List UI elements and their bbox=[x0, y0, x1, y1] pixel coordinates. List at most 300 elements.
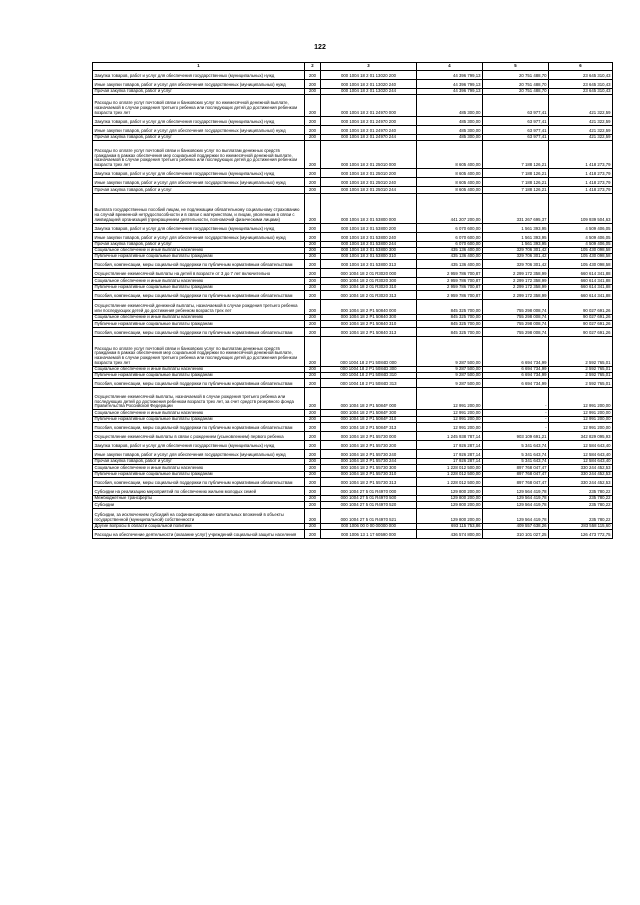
row-approved-cell: 8 605 400,00 bbox=[417, 169, 483, 178]
row-code-cell: 200 bbox=[305, 223, 321, 232]
row-code-cell: 200 bbox=[305, 508, 321, 523]
row-unexecuted-cell: 330 244 452,53 bbox=[549, 477, 613, 486]
row-name-cell: Социальное обеспечение и иные выплаты населению bbox=[93, 315, 305, 321]
row-code-cell: 200 bbox=[305, 321, 321, 327]
row-unexecuted-cell: 421 322,59 bbox=[549, 125, 613, 134]
row-executed-cell: 6 694 734,99 bbox=[483, 379, 549, 388]
row-unexecuted-cell: 12 991 200,00 bbox=[549, 388, 613, 410]
row-unexecuted-cell: 4 509 406,05 bbox=[549, 223, 613, 232]
row-approved-cell: 9 287 500,00 bbox=[417, 336, 483, 366]
row-executed-cell: 755 298 008,74 bbox=[483, 315, 549, 321]
row-approved-cell: 1 228 012 500,00 bbox=[417, 465, 483, 471]
table-row bbox=[93, 508, 613, 523]
table-row bbox=[93, 187, 613, 193]
row-classification-cell: 000 1004 18 2 P1 55730 244 bbox=[321, 458, 417, 464]
row-approved-cell: 693 115 753,86 bbox=[417, 523, 483, 529]
row-code-cell: 200 bbox=[305, 134, 321, 140]
row-unexecuted-cell: 126 473 772,75 bbox=[549, 529, 613, 538]
table-row bbox=[93, 523, 613, 529]
row-unexecuted-cell: 105 430 098,58 bbox=[549, 247, 613, 253]
row-approved-cell: 441 207 200,00 bbox=[417, 193, 483, 223]
row-name-cell: Прочая закупка товаров, работ и услуг bbox=[93, 187, 305, 193]
row-unexecuted-cell: 1 418 273,79 bbox=[549, 169, 613, 178]
row-name-cell: Расходы по оплате услуг почтовой связи и банковских услуг по выплатам денежных средств гражданам в рамках обеспечения мер социальной поддержки по ежемесячной денежной выплате, назначаемой в случае рождения третьего ребенка или последующих детей до достижения ребенком возраста трех лет bbox=[93, 141, 305, 169]
row-unexecuted-cell: 660 614 341,88 bbox=[549, 269, 613, 278]
row-executed-cell: 129 564 419,78 bbox=[483, 508, 549, 523]
row-classification-cell: 000 1004 18 2 01 53800 313 bbox=[321, 260, 417, 269]
row-unexecuted-cell: 660 614 341,88 bbox=[549, 278, 613, 284]
row-approved-cell: 845 325 700,00 bbox=[417, 300, 483, 315]
row-name-cell: Социальное обеспечение и иные выплаты населению bbox=[93, 278, 305, 284]
row-code-cell: 200 bbox=[305, 373, 321, 379]
row-classification-cell: 000 1004 18 2 P1 50840 300 bbox=[321, 315, 417, 321]
row-unexecuted-cell: 90 027 691,26 bbox=[549, 300, 613, 315]
row-classification-cell: 000 1004 18 2 01 13020 240 bbox=[321, 79, 417, 88]
row-classification-cell: 000 1004 18 2 01 R3020 000 bbox=[321, 269, 417, 278]
table-row bbox=[93, 70, 613, 79]
row-executed-cell: 5 341 643,74 bbox=[483, 458, 549, 464]
row-unexecuted-cell: 90 027 691,26 bbox=[549, 321, 613, 327]
row-executed-cell: 1 561 393,95 bbox=[483, 241, 549, 247]
row-classification-cell: 000 1004 18 2 01 53800 000 bbox=[321, 193, 417, 223]
row-classification-cell: 000 1004 18 2 P1 50840 313 bbox=[321, 327, 417, 336]
row-approved-cell: 12 991 200,00 bbox=[417, 388, 483, 410]
row-executed-cell: 7 188 126,21 bbox=[483, 187, 549, 193]
row-name-cell: Прочая закупка товаров, работ и услуг bbox=[93, 458, 305, 464]
table-row bbox=[93, 315, 613, 321]
row-approved-cell: 12 991 200,00 bbox=[417, 422, 483, 431]
table-row bbox=[93, 232, 613, 241]
row-name-cell: Прочая закупка товаров, работ и услуг bbox=[93, 88, 305, 94]
row-unexecuted-cell: 90 027 691,26 bbox=[549, 327, 613, 336]
column-header: 5 bbox=[483, 63, 549, 71]
table-row bbox=[93, 278, 613, 284]
row-approved-cell: 435 136 400,00 bbox=[417, 260, 483, 269]
row-name-cell: Прочая закупка товаров, работ и услуг bbox=[93, 134, 305, 140]
row-code-cell: 200 bbox=[305, 465, 321, 471]
row-executed-cell: 755 298 008,74 bbox=[483, 327, 549, 336]
row-executed-cell: 7 188 126,21 bbox=[483, 178, 549, 187]
table-row bbox=[93, 422, 613, 431]
row-executed-cell: 2 299 172 358,99 bbox=[483, 278, 549, 284]
row-code-cell: 200 bbox=[305, 300, 321, 315]
row-approved-cell: 6 070 600,00 bbox=[417, 232, 483, 241]
row-approved-cell: 845 325 700,00 bbox=[417, 321, 483, 327]
row-name-cell: Публичные нормативные социальные выплаты гражданам bbox=[93, 321, 305, 327]
row-code-cell: 200 bbox=[305, 366, 321, 372]
row-code-cell: 200 bbox=[305, 284, 321, 290]
row-classification-cell: 000 1004 27 5 01 R4970 520 bbox=[321, 502, 417, 508]
row-executed-cell: 903 109 691,21 bbox=[483, 431, 549, 440]
row-classification-cell: 000 1004 18 2 P1 5084D 310 bbox=[321, 373, 417, 379]
row-unexecuted-cell: 1 418 273,79 bbox=[549, 187, 613, 193]
row-name-cell: Другие вопросы в области социальной политики bbox=[93, 523, 305, 529]
row-executed-cell: - bbox=[483, 410, 549, 416]
table-row bbox=[93, 440, 613, 449]
row-code-cell: 200 bbox=[305, 529, 321, 538]
row-code-cell: 200 bbox=[305, 247, 321, 253]
row-name-cell: Пособия, компенсации, меры социальной поддержки по публичным нормативным обязательствам bbox=[93, 327, 305, 336]
row-name-cell: Пособия, компенсации, меры социальной поддержки по публичным нормативным обязательствам bbox=[93, 422, 305, 431]
row-approved-cell: 845 325 700,00 bbox=[417, 315, 483, 321]
row-executed-cell: 129 564 419,78 bbox=[483, 502, 549, 508]
table-row bbox=[93, 300, 613, 315]
row-name-cell: Публичные нормативные социальные выплаты гражданам bbox=[93, 373, 305, 379]
row-code-cell: 200 bbox=[305, 379, 321, 388]
row-code-cell: 200 bbox=[305, 449, 321, 458]
row-classification-cell: 000 1004 18 2 01 R3020 313 bbox=[321, 291, 417, 300]
table-row bbox=[93, 379, 613, 388]
row-executed-cell: 20 751 488,70 bbox=[483, 88, 549, 94]
row-executed-cell: 6 694 734,99 bbox=[483, 373, 549, 379]
row-name-cell: Выплата государственных пособий лицам, не подлежащим обязательному социальному страхованию на случай временной нетрудоспособности и в связи с материнством, и лицам, уволенным в связи с ликвидацией организаций (прекращением деятельности, полномочий физическими лицами) bbox=[93, 193, 305, 223]
row-approved-cell: 9 287 500,00 bbox=[417, 366, 483, 372]
row-unexecuted-cell: 12 991 200,00 bbox=[549, 422, 613, 431]
row-name-cell: Публичные нормативные социальные выплаты гражданам bbox=[93, 416, 305, 422]
row-executed-cell: 20 751 488,70 bbox=[483, 79, 549, 88]
column-header: 1 bbox=[93, 63, 305, 71]
row-classification-cell: 000 1004 18 2 P1 55730 240 bbox=[321, 449, 417, 458]
row-executed-cell: 63 977,41 bbox=[483, 134, 549, 140]
row-approved-cell: 8 605 400,00 bbox=[417, 141, 483, 169]
row-approved-cell: 17 926 287,14 bbox=[417, 440, 483, 449]
row-name-cell: Субсидии на реализацию мероприятий по обеспечению жильем молодых семей bbox=[93, 486, 305, 495]
row-classification-cell: 000 1004 18 2 P1 5084F 000 bbox=[321, 388, 417, 410]
row-unexecuted-cell: 235 780,22 bbox=[549, 508, 613, 523]
row-unexecuted-cell: 2 592 765,01 bbox=[549, 336, 613, 366]
table-row bbox=[93, 373, 613, 379]
row-unexecuted-cell: 105 430 098,58 bbox=[549, 254, 613, 260]
table-row bbox=[93, 471, 613, 477]
row-code-cell: 200 bbox=[305, 315, 321, 321]
row-unexecuted-cell: 12 991 200,00 bbox=[549, 410, 613, 416]
row-code-cell: 200 bbox=[305, 523, 321, 529]
row-executed-cell: 897 768 047,47 bbox=[483, 465, 549, 471]
row-name-cell: Публичные нормативные социальные выплаты гражданам bbox=[93, 471, 305, 477]
row-approved-cell: 9 287 500,00 bbox=[417, 379, 483, 388]
row-classification-cell: 000 1004 18 2 P1 55730 200 bbox=[321, 440, 417, 449]
row-approved-cell: 8 605 400,00 bbox=[417, 187, 483, 193]
row-unexecuted-cell: 4 509 406,05 bbox=[549, 241, 613, 247]
table-row bbox=[93, 88, 613, 94]
row-executed-cell: - bbox=[483, 388, 549, 410]
table-row bbox=[93, 291, 613, 300]
row-unexecuted-cell: 421 322,59 bbox=[549, 134, 613, 140]
row-name-cell: Закупка товаров, работ и услуг для обеспечения государственных (муниципальных) нужд bbox=[93, 169, 305, 178]
table-row bbox=[93, 260, 613, 269]
row-executed-cell: 329 706 301,42 bbox=[483, 247, 549, 253]
row-classification-cell: 000 1004 18 2 P1 5084D 000 bbox=[321, 336, 417, 366]
row-executed-cell: 1 561 393,95 bbox=[483, 223, 549, 232]
row-executed-cell: 897 768 047,47 bbox=[483, 477, 549, 486]
row-approved-cell: 485 300,00 bbox=[417, 94, 483, 116]
row-classification-cell: 000 1004 18 2 01 25010 000 bbox=[321, 141, 417, 169]
row-classification-cell: 000 1004 18 2 P1 55730 313 bbox=[321, 477, 417, 486]
column-header: 4 bbox=[417, 63, 483, 71]
row-name-cell: Публичные нормативные социальные выплаты гражданам bbox=[93, 254, 305, 260]
row-classification-cell: 000 1004 18 2 01 24970 000 bbox=[321, 94, 417, 116]
row-approved-cell: 845 325 700,00 bbox=[417, 327, 483, 336]
row-approved-cell: 2 959 786 700,87 bbox=[417, 269, 483, 278]
table-row bbox=[93, 94, 613, 116]
row-unexecuted-cell: 342 829 095,93 bbox=[549, 431, 613, 440]
table-row bbox=[93, 465, 613, 471]
row-code-cell: 200 bbox=[305, 178, 321, 187]
row-executed-cell: 329 706 301,42 bbox=[483, 254, 549, 260]
table-row bbox=[93, 431, 613, 440]
table-row bbox=[93, 336, 613, 366]
row-name-cell: Иные закупки товаров, работ и услуг для обеспечения государственных (муниципальных) нужд bbox=[93, 125, 305, 134]
row-executed-cell: 329 706 301,42 bbox=[483, 260, 549, 269]
row-classification-cell: 000 1004 27 5 01 R4970 500 bbox=[321, 495, 417, 501]
row-approved-cell: 44 396 799,13 bbox=[417, 70, 483, 79]
row-executed-cell: - bbox=[483, 416, 549, 422]
row-executed-cell: 409 557 638,26 bbox=[483, 523, 549, 529]
row-code-cell: 200 bbox=[305, 94, 321, 116]
row-executed-cell: 20 751 488,70 bbox=[483, 70, 549, 79]
row-approved-cell: 485 300,00 bbox=[417, 116, 483, 125]
row-executed-cell: 1 561 393,95 bbox=[483, 232, 549, 241]
row-classification-cell: 000 1004 18 2 P1 5084D 313 bbox=[321, 379, 417, 388]
row-classification-cell: 000 1004 18 2 01 R3020 310 bbox=[321, 284, 417, 290]
row-name-cell: Социальное обеспечение и иные выплаты населению bbox=[93, 465, 305, 471]
row-executed-cell: 897 768 047,47 bbox=[483, 471, 549, 477]
row-classification-cell: 000 1004 18 2 P1 5084F 310 bbox=[321, 416, 417, 422]
row-code-cell: 200 bbox=[305, 278, 321, 284]
row-unexecuted-cell: 90 027 691,26 bbox=[549, 315, 613, 321]
row-name-cell: Субсидии bbox=[93, 502, 305, 508]
row-approved-cell: 6 070 600,00 bbox=[417, 241, 483, 247]
row-executed-cell: 129 564 419,78 bbox=[483, 495, 549, 501]
row-unexecuted-cell: 2 592 765,01 bbox=[549, 366, 613, 372]
row-code-cell: 200 bbox=[305, 458, 321, 464]
row-name-cell: Закупка товаров, работ и услуг для обеспечения государственных (муниципальных) нужд bbox=[93, 116, 305, 125]
row-name-cell: Расходы по оплате услуг почтовой связи и банковских услуг по ежемесячной денежной выплате, назначаемой в случае рождения третьего ребенка или последующих детей до достижения ребенком возраста трех лет bbox=[93, 94, 305, 116]
row-approved-cell: 485 300,00 bbox=[417, 134, 483, 140]
row-executed-cell: 2 299 172 358,99 bbox=[483, 269, 549, 278]
row-classification-cell: 000 1004 18 2 P1 50840 310 bbox=[321, 321, 417, 327]
row-code-cell: 200 bbox=[305, 486, 321, 495]
row-code-cell: 200 bbox=[305, 416, 321, 422]
table-row bbox=[93, 134, 613, 140]
row-code-cell: 200 bbox=[305, 336, 321, 366]
row-approved-cell: 1 228 012 500,00 bbox=[417, 477, 483, 486]
row-executed-cell: 331 267 695,37 bbox=[483, 193, 549, 223]
row-code-cell: 200 bbox=[305, 88, 321, 94]
table-row bbox=[93, 449, 613, 458]
row-executed-cell: 6 694 734,99 bbox=[483, 336, 549, 366]
row-classification-cell: 000 1004 18 2 01 13020 200 bbox=[321, 70, 417, 79]
row-approved-cell: 436 574 800,00 bbox=[417, 529, 483, 538]
row-name-cell: Закупка товаров, работ и услуг для обеспечения государственных (муниципальных) нужд bbox=[93, 70, 305, 79]
row-name-cell: Расходы по оплате услуг почтовой связи и банковских услуг по выплатам денежных средств гражданам в рамках обеспечения мер социальной поддержки по ежемесячной денежной выплате, назначаемой в случае рождения третьего ребенка или последующих детей до достижения ребенком возраста трех лет bbox=[93, 336, 305, 366]
row-executed-cell: 2 299 172 358,99 bbox=[483, 284, 549, 290]
row-name-cell: Социальное обеспечение и иные выплаты населению bbox=[93, 247, 305, 253]
row-unexecuted-cell: 105 430 098,58 bbox=[549, 260, 613, 269]
row-name-cell: Социальное обеспечение и иные выплаты населению bbox=[93, 410, 305, 416]
row-classification-cell: 000 1004 18 2 01 53800 200 bbox=[321, 223, 417, 232]
row-approved-cell: 12 991 200,00 bbox=[417, 416, 483, 422]
row-executed-cell: 63 977,41 bbox=[483, 116, 549, 125]
page-number: 122 bbox=[314, 44, 326, 51]
row-code-cell: 200 bbox=[305, 141, 321, 169]
row-name-cell: Пособия, компенсации, меры социальной поддержки по публичным нормативным обязательствам bbox=[93, 291, 305, 300]
row-classification-cell: 000 1004 18 2 P1 50840 000 bbox=[321, 300, 417, 315]
row-executed-cell: 63 977,41 bbox=[483, 125, 549, 134]
row-code-cell: 200 bbox=[305, 422, 321, 431]
row-name-cell: Иные закупки товаров, работ и услуг для обеспечения государственных (муниципальных) нужд bbox=[93, 79, 305, 88]
row-classification-cell: 000 1004 18 2 01 24970 240 bbox=[321, 125, 417, 134]
row-approved-cell: 17 926 287,14 bbox=[417, 458, 483, 464]
row-unexecuted-cell: 12 584 643,40 bbox=[549, 458, 613, 464]
row-unexecuted-cell: 1 418 273,79 bbox=[549, 178, 613, 187]
row-unexecuted-cell: 2 592 765,01 bbox=[549, 373, 613, 379]
row-code-cell: 200 bbox=[305, 241, 321, 247]
row-name-cell: Субсидии, за исключением субсидий на софинансирование капитальных вложений в объекты государственной (муниципальной) собственности bbox=[93, 508, 305, 523]
row-code-cell: 200 bbox=[305, 327, 321, 336]
row-executed-cell: 755 298 008,74 bbox=[483, 300, 549, 315]
row-unexecuted-cell: 1 418 273,79 bbox=[549, 141, 613, 169]
row-approved-cell: 1 228 012 500,00 bbox=[417, 471, 483, 477]
row-unexecuted-cell: 12 584 643,40 bbox=[549, 440, 613, 449]
row-name-cell: Осуществление ежемесячной денежной выплаты, назначаемой в случае рождения третьего ребенка или последующих детей до достижения ребенком возраста трех лет bbox=[93, 300, 305, 315]
row-approved-cell: 9 287 500,00 bbox=[417, 373, 483, 379]
table-row bbox=[93, 241, 613, 247]
row-code-cell: 200 bbox=[305, 431, 321, 440]
row-name-cell: Осуществление ежемесячной выплаты в связи с рождением (усыновлением) первого ребенка bbox=[93, 431, 305, 440]
row-name-cell: Иные закупки товаров, работ и услуг для обеспечения государственных (муниципальных) нужд bbox=[93, 178, 305, 187]
row-code-cell: 200 bbox=[305, 440, 321, 449]
row-code-cell: 200 bbox=[305, 291, 321, 300]
row-classification-cell: 000 1004 18 2 01 25010 200 bbox=[321, 169, 417, 178]
row-unexecuted-cell: 23 645 310,43 bbox=[549, 88, 613, 94]
row-unexecuted-cell: 421 322,59 bbox=[549, 116, 613, 125]
table-row bbox=[93, 247, 613, 253]
row-approved-cell: 2 959 786 700,87 bbox=[417, 284, 483, 290]
budget-execution-table bbox=[92, 62, 613, 539]
row-unexecuted-cell: 330 244 452,53 bbox=[549, 471, 613, 477]
row-approved-cell: 44 396 799,13 bbox=[417, 79, 483, 88]
row-approved-cell: 1 245 938 787,14 bbox=[417, 431, 483, 440]
row-name-cell: Межбюджетные трансферты bbox=[93, 495, 305, 501]
row-code-cell: 200 bbox=[305, 269, 321, 278]
table-row bbox=[93, 486, 613, 495]
row-unexecuted-cell: 235 780,22 bbox=[549, 486, 613, 495]
table-row bbox=[93, 284, 613, 290]
column-header: 6 bbox=[549, 63, 613, 71]
table-row bbox=[93, 223, 613, 232]
row-executed-cell: 5 341 643,74 bbox=[483, 449, 549, 458]
table-row bbox=[93, 269, 613, 278]
row-unexecuted-cell: 2 592 765,01 bbox=[549, 379, 613, 388]
table-header-row bbox=[93, 63, 613, 71]
row-unexecuted-cell: 660 614 341,88 bbox=[549, 291, 613, 300]
row-unexecuted-cell: 660 614 341,88 bbox=[549, 284, 613, 290]
row-classification-cell: 000 1004 18 2 01 13020 244 bbox=[321, 88, 417, 94]
row-name-cell: Иные закупки товаров, работ и услуг для обеспечения государственных (муниципальных) нужд bbox=[93, 232, 305, 241]
row-classification-cell: 000 1004 18 2 01 53800 300 bbox=[321, 247, 417, 253]
row-classification-cell: 000 1004 27 5 01 R4970 521 bbox=[321, 508, 417, 523]
row-unexecuted-cell: 23 645 310,43 bbox=[549, 79, 613, 88]
row-executed-cell: 2 299 172 358,99 bbox=[483, 291, 549, 300]
table-row bbox=[93, 388, 613, 410]
row-approved-cell: 2 959 786 700,87 bbox=[417, 278, 483, 284]
row-name-cell: Осуществление ежемесячной выплаты, назначаемой в случае рождения третьего ребенка или последующих детей до достижения ребенком возраста трех лет, за счет средств резервного фонда Правительства Российской Федерации bbox=[93, 388, 305, 410]
row-code-cell: 200 bbox=[305, 70, 321, 79]
column-header: 2 bbox=[305, 63, 321, 71]
row-name-cell: Пособия, компенсации, меры социальной поддержки по публичным нормативным обязательствам bbox=[93, 260, 305, 269]
row-unexecuted-cell: 12 584 643,40 bbox=[549, 449, 613, 458]
table-row bbox=[93, 366, 613, 372]
row-approved-cell: 44 396 799,13 bbox=[417, 88, 483, 94]
row-code-cell: 200 bbox=[305, 260, 321, 269]
row-classification-cell: 000 1004 18 2 01 25010 240 bbox=[321, 178, 417, 187]
row-unexecuted-cell: 235 780,22 bbox=[549, 495, 613, 501]
row-name-cell: Социальное обеспечение и иные выплаты населению bbox=[93, 366, 305, 372]
table-row bbox=[93, 529, 613, 538]
row-executed-cell: 7 188 126,21 bbox=[483, 169, 549, 178]
row-code-cell: 200 bbox=[305, 125, 321, 134]
row-name-cell: Закупка товаров, работ и услуг для обеспечения государственных (муниципальных) нужд bbox=[93, 223, 305, 232]
row-approved-cell: 12 991 200,00 bbox=[417, 410, 483, 416]
row-name-cell: Расходы на обеспечение деятельности (оказание услуг) учреждений социальной защиты населения bbox=[93, 529, 305, 538]
row-executed-cell: 5 341 643,74 bbox=[483, 440, 549, 449]
row-approved-cell: 129 800 200,00 bbox=[417, 486, 483, 495]
row-unexecuted-cell: 421 322,59 bbox=[549, 94, 613, 116]
table-row bbox=[93, 141, 613, 169]
row-approved-cell: 8 605 400,00 bbox=[417, 178, 483, 187]
row-code-cell: 200 bbox=[305, 502, 321, 508]
row-code-cell: 200 bbox=[305, 495, 321, 501]
row-unexecuted-cell: 12 991 200,00 bbox=[549, 416, 613, 422]
row-executed-cell: - bbox=[483, 422, 549, 431]
table-row bbox=[93, 327, 613, 336]
row-approved-cell: 435 136 400,00 bbox=[417, 247, 483, 253]
row-classification-cell: 000 1004 18 2 01 24970 244 bbox=[321, 134, 417, 140]
row-executed-cell: 755 298 008,74 bbox=[483, 321, 549, 327]
row-approved-cell: 2 959 786 700,87 bbox=[417, 291, 483, 300]
table-row bbox=[93, 321, 613, 327]
row-code-cell: 200 bbox=[305, 232, 321, 241]
row-unexecuted-cell: 330 244 452,53 bbox=[549, 465, 613, 471]
row-classification-cell: 000 1004 18 2 01 53800 310 bbox=[321, 254, 417, 260]
row-classification-cell: 000 1004 18 2 01 25010 244 bbox=[321, 187, 417, 193]
row-unexecuted-cell: 109 939 504,63 bbox=[549, 193, 613, 223]
table-row bbox=[93, 477, 613, 486]
table-row bbox=[93, 178, 613, 187]
row-approved-cell: 129 800 200,00 bbox=[417, 508, 483, 523]
row-executed-cell: 6 694 734,99 bbox=[483, 366, 549, 372]
row-code-cell: 200 bbox=[305, 116, 321, 125]
row-classification-cell: 000 1004 18 2 P1 55730 300 bbox=[321, 465, 417, 471]
row-classification-cell: 000 1004 27 5 01 R4970 000 bbox=[321, 486, 417, 495]
row-classification-cell: 000 1004 18 2 P1 55730 310 bbox=[321, 471, 417, 477]
row-classification-cell: 000 1004 18 2 P1 5084F 313 bbox=[321, 422, 417, 431]
row-classification-cell: 000 1004 18 2 P1 55730 000 bbox=[321, 431, 417, 440]
row-unexecuted-cell: 23 645 310,43 bbox=[549, 70, 613, 79]
row-unexecuted-cell: 4 509 406,05 bbox=[549, 232, 613, 241]
row-classification-cell: 000 1006 00 0 00 00000 000 bbox=[321, 523, 417, 529]
row-code-cell: 200 bbox=[305, 477, 321, 486]
table-row bbox=[93, 193, 613, 223]
row-unexecuted-cell: 235 780,22 bbox=[549, 502, 613, 508]
column-header: 3 bbox=[321, 63, 417, 71]
row-code-cell: 200 bbox=[305, 187, 321, 193]
row-code-cell: 200 bbox=[305, 193, 321, 223]
row-classification-cell: 000 1006 13 1 17 60590 000 bbox=[321, 529, 417, 538]
row-classification-cell: 000 1004 18 2 01 53800 240 bbox=[321, 232, 417, 241]
row-name-cell: Пособия, компенсации, меры социальной поддержки по публичным нормативным обязательствам bbox=[93, 477, 305, 486]
